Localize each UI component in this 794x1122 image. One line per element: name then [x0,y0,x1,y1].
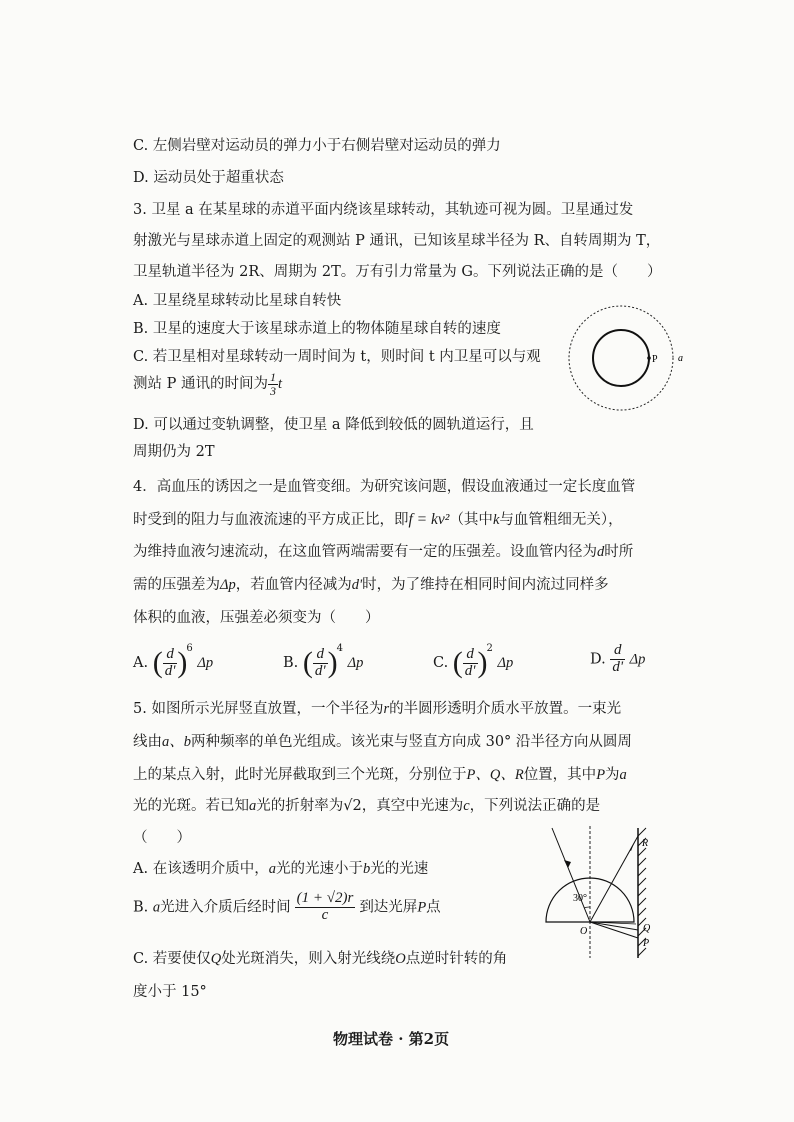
incident-arrow [564,860,571,868]
optics-figure [540,818,662,970]
semicircle-medium [546,878,634,922]
q3-option-d-line2: 周期仍为 2T [133,444,215,460]
option-2c: C. 左侧岩壁对运动员的弹力小于右侧岩壁对运动员的弹力 [133,138,501,154]
page-footer: 物理试卷 · 第2页 [333,1030,450,1048]
q5-stem-line1: 5. 如图所示光屏竖直放置，一个半径为r的半圆形透明介质水平放置。一束光 [133,701,622,717]
q4-stem-line1: 4．高血压的诱因之一是血管变细。为研究该问题，假设血液通过一定长度血管 [133,479,636,495]
orbit-figure [566,300,692,424]
reflected-arrow [630,841,635,851]
q3-stem-line1: 3. 卫星 a 在某星球的赤道平面内绕该星球转动，其轨迹可视为圆。卫星通过发 [133,202,634,218]
refracted-ray-p [590,922,638,938]
q3-option-c-line1: C. 若卫星相对星球转动一周时间为 t，则时间 t 内卫星可以与观 [133,349,541,365]
angle-arc [584,907,590,908]
q5-option-c-line2: 度小于 15° [133,984,207,1000]
q4-option-b: B. ( $\frac{d}{d'}$ )$^4$ Δp [283,643,364,679]
q4-option-c: C. ( $\frac{d}{d'}$ )$^2$ Δp [433,643,514,679]
label-o: O [580,926,588,937]
q3-stem-line3: 卫星轨道半径为 2R、周期为 2T。万有引力常量为 G。下列说法正确的是（ ） [133,264,662,280]
station-point [647,356,651,360]
q5-stem-line4: 光的光斑。若已知a光的折射率为√2，真空中光速为c，下列说法正确的是 [133,798,601,814]
q3-stem-line2: 射激光与星球赤道上固定的观测站 P 通讯，已知该星球半径为 R、自转周期为 T， [133,233,661,249]
q5-stem-line5: （ ） [133,830,191,846]
label-a: a [678,353,683,364]
q5-option-a: A. 在该透明介质中，a光的光速小于b光的光速 [133,861,429,877]
q5-stem-line2: 线由a、b两种频率的单色光组成。该光束与竖直方向成 30° 沿半径方向从圆周 [133,734,632,750]
q3-option-b: B. 卫星的速度大于该星球赤道上的物体随星球自转的速度 [133,321,501,337]
q4-stem-line4: 需的压强差为Δp，若血管内径减为d'时，为了维持在相同时间内流过同样多 [133,577,609,593]
angle-label: 30° [573,893,587,904]
q5-option-c-line1: C. 若要使仅Q处光斑消失，则入射光线绕O点逆时针转的角 [133,951,508,967]
q4-stem-line5: 体积的血液，压强差必须变为（ ） [133,610,380,626]
label-q: Q [643,923,651,934]
q5-option-b: B. a光进入介质后经时间 $\frac{(1 + √2)r}{c}$ 到达光屏P点 [133,890,441,923]
q3-option-c-line2: 测站 P 通讯的时间为 $\frac{1}{3}$ t [133,370,283,398]
q4-stem-line2: 时受到的阻力与血液流速的平方成正比，即f = kv²（其中k与血管粗细无关）， [133,511,623,528]
label-p: P [643,938,650,949]
q3-option-a: A. 卫星绕星球转动比星球自转快 [133,293,342,309]
q4-option-d: D. $\frac{d}{d'}$ Δp [590,642,646,675]
q5-stem-line3: 上的某点入射，此时光屏截取到三个光斑，分别位于P、Q、R位置，其中P为a [133,767,627,783]
label-r: R [642,838,649,849]
q3-option-d-line1: D. 可以通过变轨调整，使卫星 a 降低到较低的圆轨道运行，且 [133,417,534,433]
q4-stem-line3: 为维持血液匀速流动，在这血管两端需要有一定的压强差。设血管内径为d时所 [133,544,634,560]
planet-circle [593,330,649,386]
option-2d: D. 运动员处于超重状态 [133,170,284,186]
label-p: P [652,354,658,365]
q4-option-a: A. ( $\frac{d}{d'}$ )$^6$ Δp [133,643,214,679]
